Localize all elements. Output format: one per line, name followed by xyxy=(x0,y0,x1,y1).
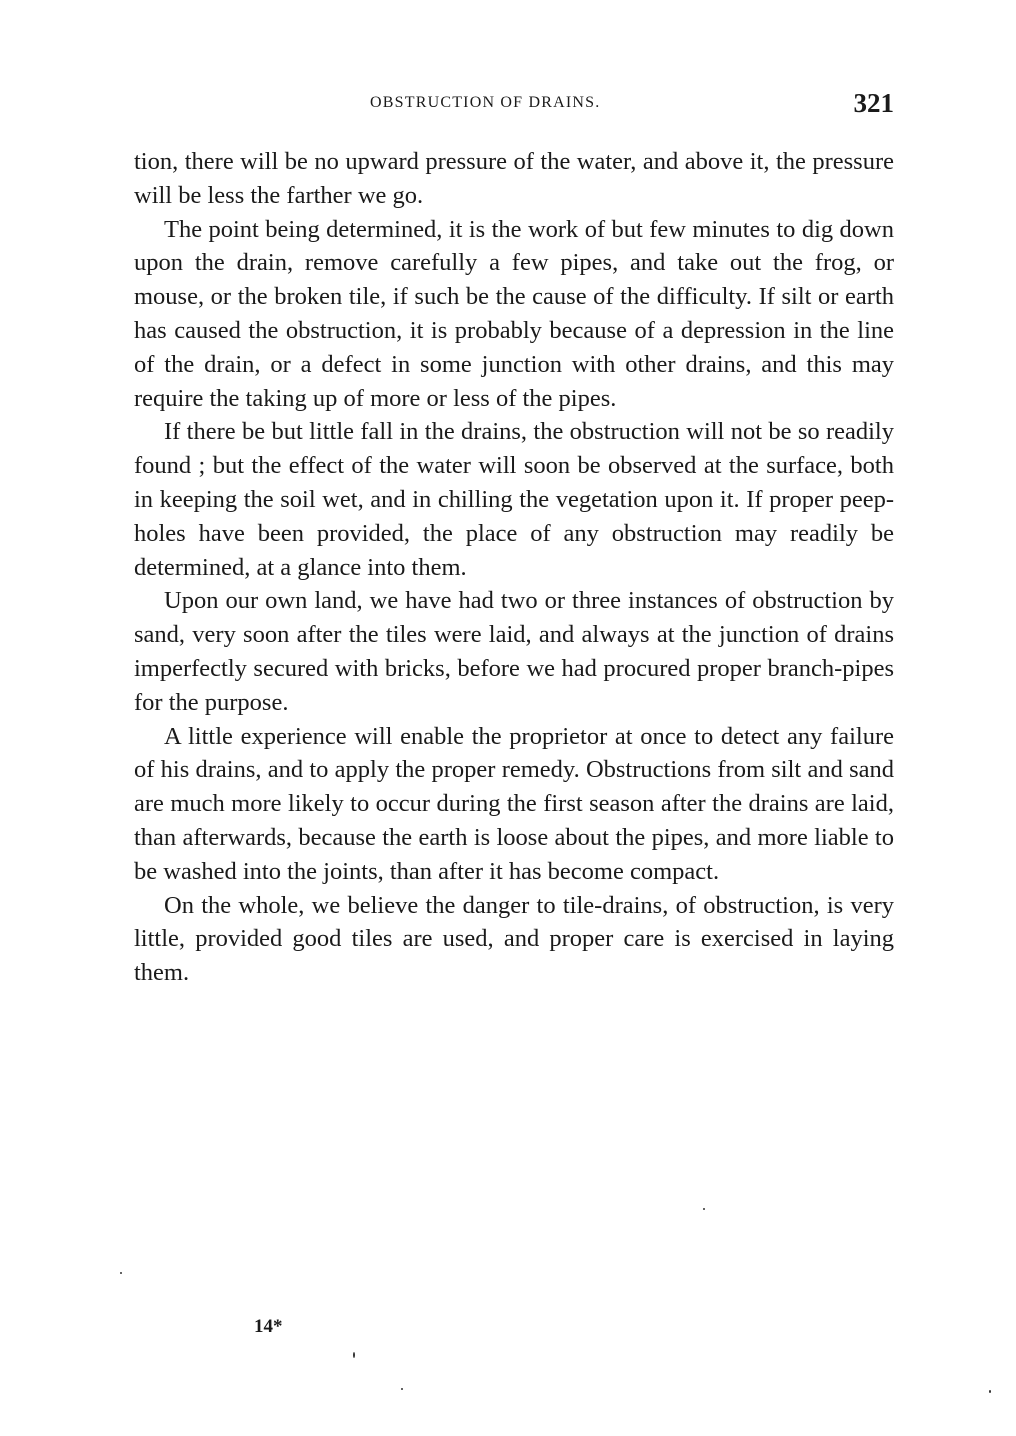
paragraph: The point being determined, it is the work of but few minutes to dig down upon the drain, remove carefully a few pipes, and take out the frog, or mouse, or the broken tile, if such be the cause of the difficulty. If silt or earth has caused the obstruction, it is probably because of a depression in the line of the drain, or a defect in some junction with other drains, and this may require the taking up of more or less of the pipes. xyxy=(134,215,894,412)
page-number: 321 xyxy=(853,88,894,118)
ink-speck xyxy=(989,1390,991,1393)
signature-mark: 14* xyxy=(254,1316,283,1337)
ink-speck xyxy=(120,1272,122,1274)
ink-speck xyxy=(703,1208,705,1210)
body-text xyxy=(134,145,894,990)
paragraph: Upon our own land, we have had two or three instances of obstruction by sand, very soon after the tiles were laid, and always at the junction of drains imperfectly secured with bricks, before we had procured proper branch-pipes for the purpose. xyxy=(134,587,894,716)
running-head xyxy=(134,88,894,124)
paragraph: On the whole, we believe the danger to tile-drains, of obstruction, is very little, provided good tiles are used, and proper care is exercised in laying them. xyxy=(134,891,894,987)
ink-speck xyxy=(401,1388,403,1390)
paragraph: A little experience will enable the proprietor at once to detect any failure of his drains, and to apply the proper remedy. Obstructions from silt and sand are much more likely to occur during the first season after the drains are laid, than afterwards, because the earth is loose about the pipes, and more liable to be washed into the joints, than after it has become compact. xyxy=(134,722,894,885)
paragraph: tion, there will be no upward pressure of the water, and above it, the pressure will be less the farther we go. xyxy=(134,148,894,209)
paragraph: If there be but little fall in the drains, the obstruction will not be so readily found ; but the effect of the water will soon be observed at the surface, both in keeping the soil wet, and in chilling the vegetation upon it. If proper peep-holes have been provided, the place of any obstruction may readily be determined, at a glance into them. xyxy=(134,418,894,581)
ink-speck xyxy=(353,1352,355,1358)
running-title: OBSTRUCTION OF DRAINS. xyxy=(370,94,601,111)
